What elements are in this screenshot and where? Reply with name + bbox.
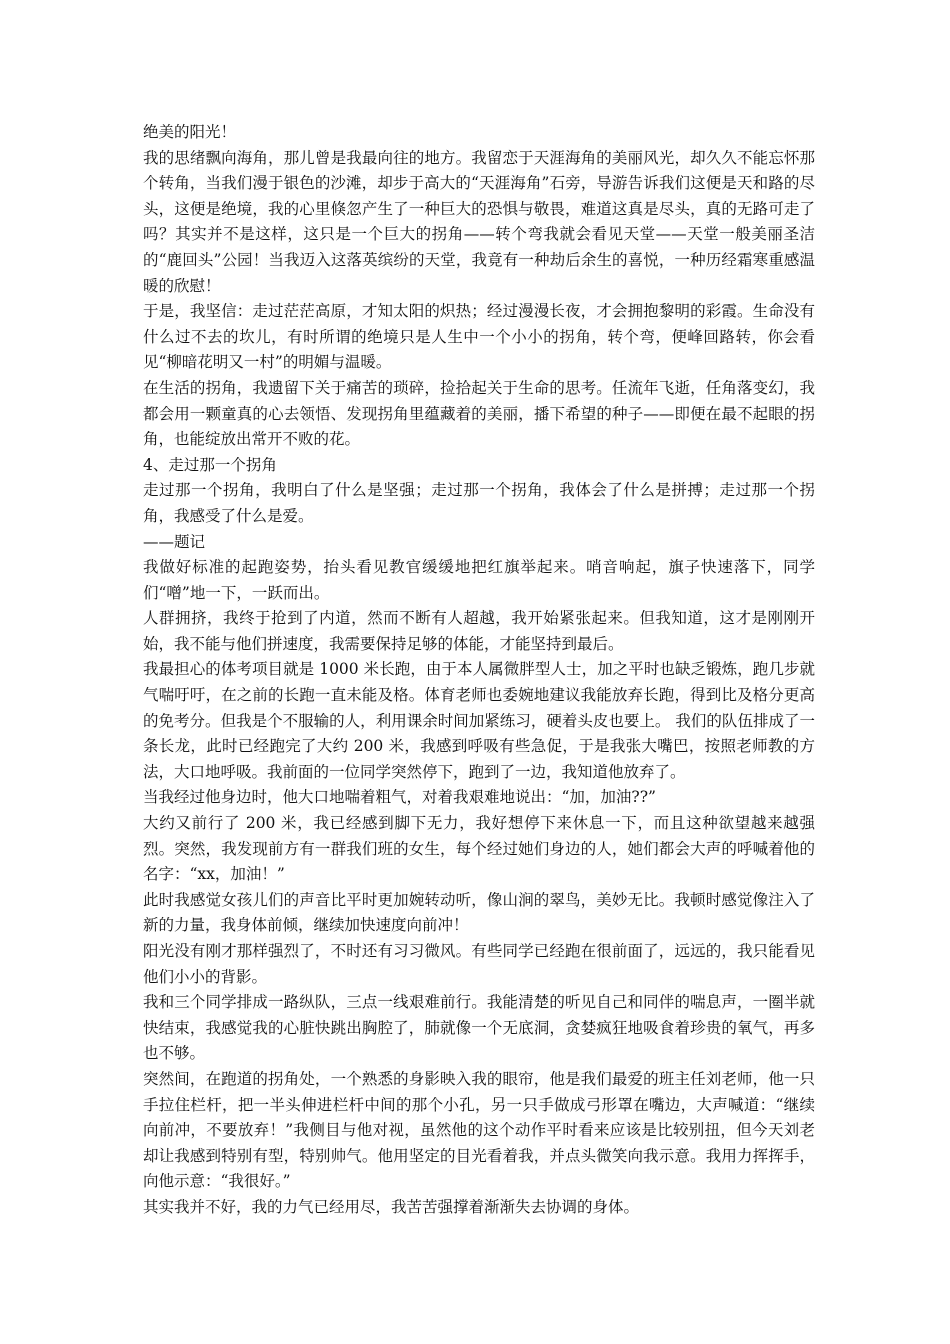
paragraph: 绝美的阳光！	[143, 123, 237, 141]
paragraph: 当我经过他身边时，他大口地喘着粗气，对着我艰难地说出：“加，加油??”	[143, 788, 656, 807]
paragraph: 突然间，在跑道的拐角处，一个熟悉的身影映入我的眼帘，他是我们最爱的班主任刘老师，他一只手拉住栏杆，把一半头伸进栏杆中间的那个小孔，另一只手做成弓形罩在嘴边，大声喊道：“继续向前冲，不要放弃！”我侧目与他对视，虽然他的这个动作平时看来应该是比较别扭，但今天刘老却让我感到特别有型，特别帅气。他用坚定的目光看着我，并点头微笑向我示意。我用力挥挥手，向他示意：“我很好。”	[143, 1069, 815, 1191]
paragraph: 阳光没有刚才那样强烈了，不时还有习习微风。有些同学已经跑在很前面了，远远的，我只能看见他们小小的背影。	[143, 942, 815, 986]
epigraph-label: ——题记	[143, 532, 206, 551]
paragraph: 我做好标准的起跑姿势，抬头看见教官缓缓地把红旗举起来。哨音响起，旗子快速落下，同学们“噌”地一下，一跃而出。	[143, 558, 815, 602]
paragraph: 走过那一个拐角，我明白了什么是坚强；走过那一个拐角，我体会了什么是拼搏；走过那一个拐角，我感受了什么是爱。	[143, 481, 815, 525]
document-body	[143, 120, 815, 1221]
paragraph: 此时我感觉女孩儿们的声音比平时更加婉转动听，像山涧的翠鸟，美妙无比。我顿时感觉像注入了新的力量，我身体前倾，继续加快速度向前冲！	[143, 890, 815, 935]
paragraph: 大约又前行了 200 米，我已经感到脚下无力，我好想停下来休息一下，而且这种欲望越来越强烈。突然，我发现前方有一群我们班的女生，每个经过她们身边的人，她们都会大声的呼喊着他的名字：“xx，加油！”	[143, 814, 815, 884]
paragraph: 我最担心的体考项目就是 1000 米长跑，由于本人属微胖型人士，加之平时也缺乏锻炼，跑几步就气喘吁吁，在之前的长跑一直未能及格。体育老师也委婉地建议我能放弃长跑，得到比及格分更高的免考分。但我是个不服输的人，利用课余时间加紧练习，硬着头皮也要上。 我们的队伍排成了一条长龙，此时已经跑完了大约 200 米，我感到呼吸有些急促，于是我张大嘴巴，按照老师教的方法，大口地呼吸。我前面的一位同学突然停下，跑到了一边，我知道他放弃了。	[143, 660, 815, 781]
paragraph: 其实我并不好，我的力气已经用尽，我苦苦强撑着渐渐失去协调的身体。	[143, 1197, 640, 1216]
paragraph: 我和三个同学排成一路纵队，三点一线艰难前行。我能清楚的听见自己和同伴的喘息声，一圈半就快结束，我感觉我的心脏快跳出胸腔了，肺就像一个无底洞，贪婪疯狂地吸食着珍贵的氧气，再多也不够。	[143, 993, 815, 1063]
paragraph: 在生活的拐角，我遗留下关于痛苦的琐碎，捡拾起关于生命的思考。任流年飞逝，任角落变幻，我都会用一颗童真的心去领悟、发现拐角里蕴藏着的美丽，播下希望的种子——即便在最不起眼的拐角，也能绽放出常开不败的花。	[143, 378, 815, 449]
paragraph: 我的思绪飘向海角，那儿曾是我最向往的地方。我留恋于天涯海角的美丽风光，却久久不能忘怀那个转角，当我们漫于银色的沙滩，却步于高大的“天涯海角”石旁，导游告诉我们这便是天和路的尽头，这便是绝境，我的心里倏忽产生了一种巨大的恐惧与敬畏，难道这真是尽头，真的无路可走了吗？其实并不是这样，这只是一个巨大的拐角——转个弯我就会看见天堂——天堂一般美丽圣洁的“鹿回头”公园！当我迈入这落英缤纷的天堂，我竟有一种劫后余生的喜悦，一种历经霜寒重感温暖的欣慰！	[143, 148, 815, 295]
paragraph: 于是，我坚信：走过茫茫高原，才知太阳的炽热；经过漫漫长夜，才会拥抱黎明的彩霞。生命没有什么过不去的坎儿，有时所谓的绝境只是人生中一个小小的拐角，转个弯，便峰回路转，你会看见“柳暗花明又一村”的明媚与温暖。	[143, 302, 815, 372]
paragraph: 人群拥挤，我终于抢到了内道，然而不断有人超越，我开始紧张起来。但我知道，这才是刚刚开始，我不能与他们拼速度，我需要保持足够的体能，才能坚持到最后。	[143, 609, 815, 653]
section-heading: 4、走过那一个拐角	[143, 455, 277, 474]
